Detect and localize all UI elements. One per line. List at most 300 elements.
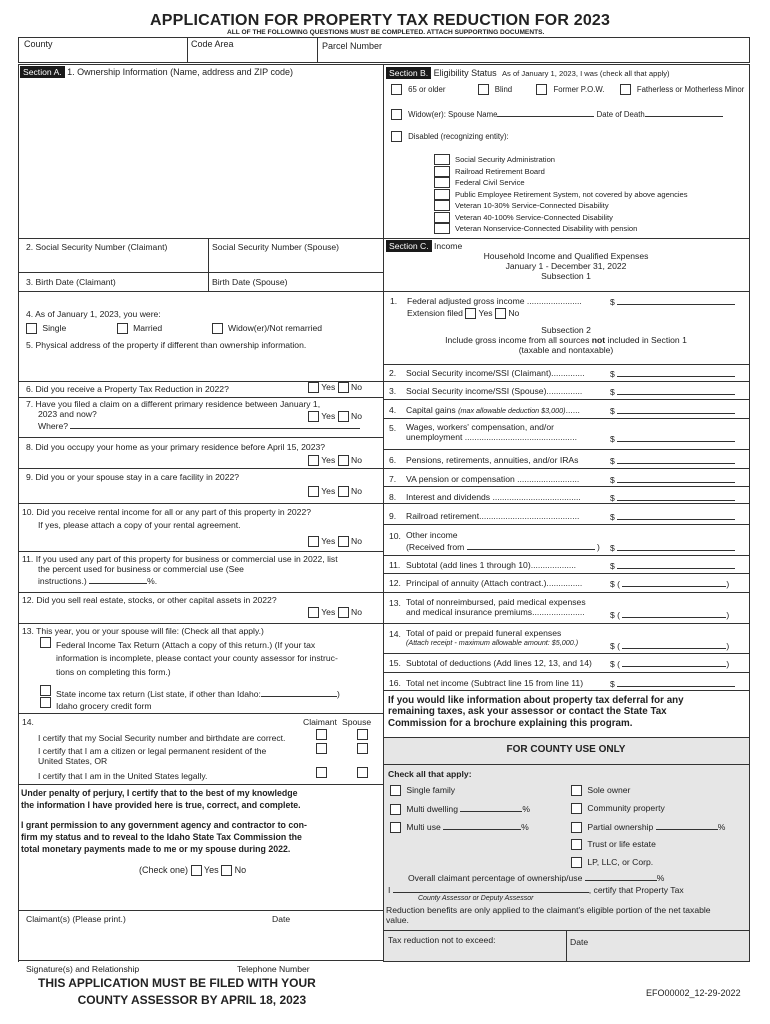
telephone-label: Telephone Number	[237, 964, 310, 974]
permission-line-1: I grant permission to any government agency and contractor to con-	[21, 820, 307, 830]
permission-line-2: firm my status and to reveal to the Idaho State Tax Commission the	[21, 832, 302, 843]
q10-label	[22, 508, 311, 531]
line-10-num: 10.	[389, 531, 401, 541]
entity-veteran-10-30: Veteran 10-30% Service-Connected Disability	[455, 201, 609, 211]
permission-no-checkbox[interactable]	[221, 865, 232, 876]
blind-checkbox[interactable]	[478, 84, 489, 95]
birth-date-claimant-field[interactable]: 3. Birth Date (Claimant)	[26, 277, 116, 287]
parcel-number-field[interactable]: Parcel Number	[322, 41, 383, 51]
q6-yes-label: Yes	[321, 382, 336, 392]
line-5-amount[interactable]	[610, 433, 735, 444]
form-subtitle: ALL OF THE FOLLOWING QUESTIONS MUST BE COMPLETED. ATTACH SUPPORTING DOCUMENTS.	[227, 29, 545, 36]
pct-sign: %	[522, 804, 531, 814]
pow-label: Former P.O.W.	[553, 84, 605, 94]
q7-answer	[308, 411, 362, 422]
perjury-line-2: the information I have provided here is true, correct, and complete.	[21, 800, 301, 811]
deferral-line-3: Commission for a brochure explaining this program.	[388, 717, 633, 729]
line-13-text: Total of nonreimbursed, paid medical expenses	[406, 597, 586, 607]
section-a-tag: Section A.	[20, 66, 65, 78]
overall-percentage-label: Overall claimant percentage of ownership/use	[408, 873, 583, 883]
signature-label: Signature(s) and Relationship	[26, 964, 140, 974]
entity-ssa: Social Security Administration	[455, 155, 556, 165]
q11-line-1: 11. If you used any part of this property for business or commercial use in 2022, list	[22, 554, 338, 564]
line-11-num: 11.	[389, 560, 401, 570]
check-all-label: Check all that apply:	[388, 769, 472, 779]
line-10-text-2: (Received from	[406, 541, 465, 552]
line-9-amount[interactable]	[610, 511, 735, 522]
trust-checkbox[interactable]	[571, 839, 582, 850]
sole-owner-checkbox[interactable]	[571, 785, 582, 796]
q10-answer	[308, 536, 362, 547]
line-14-text: Total of paid or prepaid funeral expenses	[406, 628, 562, 638]
q8-yes-checkbox[interactable]	[308, 455, 319, 466]
q9-no-checkbox[interactable]	[338, 486, 349, 497]
dollar-sign: $	[610, 387, 615, 397]
q8-no-label: No	[351, 455, 363, 465]
form-title: APPLICATION FOR PROPERTY TAX REDUCTION FOR 2023	[150, 12, 611, 29]
extension-filed-label: Extension filed	[407, 308, 463, 318]
entity-checkbox[interactable]	[434, 154, 450, 165]
q14-line-3: I certify that I am in the United States legally.	[38, 771, 208, 781]
q6-label: 6. Did you receive a Property Tax Reduction in 2022?	[26, 384, 229, 394]
extension-yes-checkbox[interactable]	[465, 308, 476, 319]
q5-label: 5. Physical address of the property if different than ownership information.	[26, 340, 307, 350]
entity-checkbox[interactable]	[434, 189, 450, 200]
line-4-label	[406, 405, 580, 415]
line-3-label: Social Security income/SSI (Spouse)...............	[406, 386, 583, 396]
q7-yes-label: Yes	[321, 411, 336, 421]
line-13-label	[406, 598, 586, 618]
single-label: Single	[42, 323, 67, 333]
q13-state-paren: )	[336, 689, 340, 699]
llc-label: LP, LLC, or Corp.	[587, 857, 654, 867]
q14-l1-claimant-checkbox[interactable]	[316, 729, 327, 740]
line-4-note: (max allowable deduction $3,000)	[458, 406, 566, 415]
perjury-line-1: Under penalty of perjury, I certify that to the best of my knowledge	[21, 788, 298, 798]
line-4-num: 4.	[389, 405, 397, 415]
entity-railroad: Railroad Retirement Board	[455, 166, 545, 176]
ownership-info-label: 1. Ownership Information (Name, address and ZIP code)	[67, 67, 294, 77]
line-7-num: 7.	[389, 474, 397, 484]
code-area-field[interactable]: Code Area	[191, 39, 234, 49]
subsection-2-title: Subsection 2	[541, 325, 591, 335]
disability-entities	[434, 154, 688, 235]
permission-yes-label: Yes	[203, 865, 219, 875]
permission-yes-checkbox[interactable]	[191, 865, 202, 876]
birth-date-spouse-field[interactable]: Birth Date (Spouse)	[212, 277, 288, 287]
income-heading	[383, 252, 749, 282]
entity-veteran-pension: Veteran Nonservice-Connected Disability with pension	[455, 224, 638, 234]
sole-owner-option	[571, 785, 630, 796]
section-c-header	[386, 240, 462, 252]
q9-yes-label: Yes	[321, 486, 336, 496]
filing-notice	[38, 975, 316, 1010]
entity-checkbox[interactable]	[434, 166, 450, 177]
overall-percentage-input[interactable]	[585, 872, 657, 881]
married-checkbox[interactable]	[117, 323, 128, 334]
partial-ownership-checkbox[interactable]	[571, 822, 582, 833]
line-15-amount[interactable]: $ ( )	[610, 659, 730, 669]
entity-row	[434, 189, 688, 201]
q14-line-2b: United States, OR	[38, 755, 108, 766]
blind-label: Blind	[494, 84, 513, 94]
dollar-sign: $	[610, 475, 615, 485]
multi-use-checkbox[interactable]	[390, 822, 401, 833]
community-property-checkbox[interactable]	[571, 803, 582, 814]
line-10-label: Other income (Received from )	[406, 530, 600, 552]
age-65-checkbox[interactable]	[391, 84, 402, 95]
line-13-text-2: and medical insurance premiums......................	[406, 606, 585, 617]
entity-civil-service: Federal Civil Service	[455, 178, 525, 188]
q10-no-checkbox[interactable]	[338, 536, 349, 547]
line-14-text-2: (Attach receipt - maximum allowable amount: $5,000.)	[406, 637, 579, 647]
line-7-label: VA pension or compensation ..........................	[406, 474, 580, 484]
q10-no-label: No	[351, 536, 363, 546]
line-11-label: Subtotal (add lines 1 through 10)...................	[406, 560, 577, 570]
section-c-tag: Section C.	[386, 240, 432, 252]
disabled-checkbox[interactable]	[391, 131, 402, 142]
pow-checkbox[interactable]	[536, 84, 547, 95]
dollar-sign: $	[610, 406, 615, 416]
q11-percent-input[interactable]	[89, 575, 147, 584]
q7-no-label: No	[351, 411, 363, 421]
line-6-label: Pensions, retirements, annuities, and/or IRAs	[406, 455, 579, 465]
line-14-amount[interactable]: $ ( )	[610, 641, 730, 651]
pct-sign: %	[717, 822, 726, 832]
line-1-amount[interactable]	[610, 296, 735, 307]
line-4-amount[interactable]	[610, 405, 735, 416]
deferral-line-1: If you would like information about property tax deferral for any	[388, 695, 684, 706]
deferral-notice	[388, 695, 684, 729]
date-of-death-input[interactable]	[645, 108, 723, 117]
permission-line-3: total monetary payments made to me or my spouse during 2022.	[21, 844, 291, 855]
fatherless-label: Fatherless or Motherless Minor	[636, 84, 745, 94]
multi-use-label: Multi use	[406, 822, 441, 832]
community-property-label: Community property	[587, 803, 665, 813]
line-12-num: 12.	[389, 578, 401, 588]
perjury-statement	[21, 788, 301, 810]
assessor-name-input[interactable]	[393, 884, 589, 893]
q13-grocery-label: Idaho grocery credit form	[56, 701, 152, 711]
subsection-2-note: (taxable and nontaxable)	[518, 344, 614, 355]
line-5-label	[406, 423, 577, 443]
line-14-num: 14.	[389, 629, 401, 639]
dollar-sign: $	[610, 641, 615, 651]
widow-label: Widow(er)/Not remarried	[227, 323, 323, 333]
community-property-option	[571, 803, 665, 814]
q14-l2-spouse-checkbox[interactable]	[357, 743, 368, 754]
line-1-num: 1.	[390, 296, 398, 306]
benefits-note	[386, 906, 711, 926]
entity-pers: Public Employee Retirement System, not covered by above agencies	[455, 189, 688, 199]
certify-label: , certify that Property Tax	[588, 885, 684, 895]
q10-yes-label: Yes	[321, 536, 336, 546]
dollar-sign: $	[610, 610, 615, 620]
tax-reduction-field[interactable]: Tax reduction not to exceed:	[388, 935, 496, 945]
line-16-amount[interactable]	[610, 678, 735, 689]
county-use-title: FOR COUNTY USE ONLY	[506, 744, 626, 755]
llc-checkbox[interactable]	[571, 857, 582, 868]
line-9-num: 9.	[389, 511, 397, 521]
q9-yes-checkbox[interactable]	[308, 486, 319, 497]
sub2-not: not	[591, 334, 606, 345]
entity-checkbox[interactable]	[434, 223, 450, 234]
line-3-num: 3.	[389, 386, 397, 396]
line-2-amount[interactable]	[610, 368, 735, 379]
sub2-post: included in Section 1	[605, 334, 687, 345]
entity-row	[434, 200, 688, 212]
entity-row	[434, 177, 688, 189]
spouse-name-input[interactable]	[497, 108, 594, 117]
q11-line-2: the percent used for business or commercial use (See	[38, 563, 244, 574]
q11-percent-sign: %.	[147, 575, 158, 586]
claimant-date-label: Date	[272, 914, 291, 924]
filing-notice-line-2: COUNTY ASSESSOR BY APRIL 18, 2023	[77, 993, 307, 1008]
multi-dwelling-label: Multi dwelling	[406, 804, 458, 814]
line-9-label: Railroad retirement..........................................	[406, 511, 580, 521]
line-16-label: Total net income (Subtract line 15 from line 11)	[406, 678, 584, 688]
dollar-sign: $	[610, 434, 615, 444]
q13-state-input[interactable]	[261, 688, 337, 697]
overall-percentage	[408, 872, 664, 883]
eligibility-status-label: Eligibility Status	[433, 68, 497, 78]
entity-row	[434, 212, 688, 224]
trust-label: Trust or life estate	[587, 839, 656, 849]
section-b-tag: Section B.	[386, 67, 431, 79]
entity-veteran-40-100: Veteran 40-100% Service-Connected Disability	[455, 212, 613, 222]
line-15-label: Subtotal of deductions (Add lines 12, 13, and 14)	[406, 658, 592, 668]
section-b-header	[386, 67, 670, 79]
dollar-sign: $	[610, 369, 615, 379]
q13-federal-line-1: Federal Income Tax Return (Attach a copy of this return.) (If your tax	[56, 640, 316, 650]
form-code: EFO00002_12-29-2022	[646, 988, 741, 998]
q14-l3-claimant-checkbox[interactable]	[316, 767, 327, 778]
q6-no-label: No	[351, 382, 363, 392]
fatherless-checkbox[interactable]	[620, 84, 631, 95]
state-return-checkbox[interactable]	[40, 685, 51, 696]
q12-label: 12. Did you sell real estate, stocks, or other capital assets in 2022?	[22, 595, 277, 605]
q13-federal	[56, 639, 338, 679]
q8-no-checkbox[interactable]	[338, 455, 349, 466]
dollar-sign: $	[610, 493, 615, 503]
dollar-sign: $	[610, 679, 615, 689]
q4-options	[26, 323, 322, 334]
line-5-text-2: unemployment ...............................................	[406, 431, 577, 442]
dollar-sign: $	[610, 456, 615, 466]
q10-line-2: If yes, please attach a copy of your rental agreement.	[38, 519, 241, 530]
q12-answer	[308, 607, 362, 618]
permission-statement	[21, 820, 307, 854]
income-label: Income	[434, 241, 463, 251]
q9-label: 9. Did you or your spouse stay in a care facility in 2022?	[26, 472, 240, 482]
permission-choice	[139, 865, 246, 876]
line-4-text: Capital gains	[406, 405, 456, 415]
assessor-caption: County Assessor or Deputy Assessor	[418, 895, 534, 902]
multi-dwelling-checkbox[interactable]	[390, 804, 401, 815]
benefits-line-1: Reduction benefits are only applied to the claimant's eligible portion of the net taxable	[386, 905, 711, 915]
entity-checkbox[interactable]	[434, 177, 450, 188]
single-family-checkbox[interactable]	[390, 785, 401, 796]
widow-row	[391, 108, 723, 120]
q9-answer	[308, 486, 362, 497]
married-label: Married	[133, 323, 163, 333]
q14-line-2a: I certify that I am a citizen or legal permanent resident of the	[38, 746, 267, 756]
q11-label	[22, 555, 338, 587]
q13-federal-line-2: information is incomplete, please contact your county assessor for instruc-	[56, 653, 338, 664]
widow-status-checkbox[interactable]	[391, 109, 402, 120]
subsection-2-heading	[383, 326, 749, 356]
eligibility-options	[391, 84, 744, 95]
trust-option	[571, 839, 656, 850]
line-6-num: 6.	[389, 455, 397, 465]
q8-yes-label: Yes	[321, 455, 336, 465]
ssn-spouse-field[interactable]: Social Security Number (Spouse)	[212, 242, 340, 252]
q4-label: 4. As of January 1, 2023, you were:	[26, 309, 161, 319]
county-field[interactable]: County	[24, 39, 53, 49]
dollar-sign: $	[610, 579, 615, 589]
disabled-label: Disabled (recognizing entity):	[408, 131, 509, 141]
q13-federal-line-3: tions on completing this form.)	[56, 666, 171, 677]
line-10-source-input[interactable]	[467, 541, 595, 550]
eligibility-as-of: As of January 1, 2023, I was (check all that apply)	[501, 69, 670, 78]
dollar-sign: $	[610, 512, 615, 522]
q14-l1-spouse-checkbox[interactable]	[357, 729, 368, 740]
extension-no-label: No	[508, 308, 520, 318]
filing-notice-line-1: THIS APPLICATION MUST BE FILED WITH YOUR	[38, 976, 316, 990]
entity-row	[434, 154, 688, 166]
income-period: January 1 - December 31, 2022	[505, 260, 627, 271]
q12-no-label: No	[351, 607, 363, 617]
pct-sign: %	[521, 822, 529, 832]
q7-line-2: 2023 and now?	[38, 408, 97, 419]
q6-answer	[308, 382, 362, 393]
single-checkbox[interactable]	[26, 323, 37, 334]
certify-i: I	[388, 885, 391, 895]
extension-filed	[407, 308, 519, 319]
line-6-amount[interactable]	[610, 455, 735, 466]
multi-use-option	[390, 821, 529, 833]
q14-l3-spouse-checkbox[interactable]	[357, 767, 368, 778]
q12-no-checkbox[interactable]	[338, 607, 349, 618]
q8-label: 8. Did you occupy your home as your primary residence before April 15, 2023?	[26, 442, 326, 452]
q14-label: 14.	[22, 717, 34, 727]
q10-yes-checkbox[interactable]	[308, 536, 319, 547]
widow-checkbox[interactable]	[212, 323, 223, 334]
line-13-amount[interactable]: $ ( )	[610, 610, 730, 620]
check-one-label: (Check one)	[139, 865, 189, 875]
q12-yes-checkbox[interactable]	[308, 607, 319, 618]
fed-return-checkbox[interactable]	[40, 637, 51, 648]
partial-ownership-input[interactable]	[656, 821, 718, 830]
line-14-label	[406, 629, 578, 647]
line-13-num: 13.	[389, 598, 401, 608]
q7-line-1: 7. Have you filed a claim on a different primary residence between January 1,	[26, 399, 321, 409]
line-10-amount[interactable]	[610, 542, 735, 553]
permission-no-label: No	[234, 865, 247, 875]
line-5-text: Wages, workers' compensation, and/or	[406, 422, 554, 432]
line-8-num: 8.	[389, 492, 397, 502]
q13-state	[56, 688, 340, 699]
assessor-certify	[388, 884, 684, 895]
single-family-label: Single family	[406, 785, 456, 795]
q6-yes-checkbox[interactable]	[308, 382, 319, 393]
pct-sign: %	[656, 873, 665, 883]
q9-no-label: No	[351, 486, 363, 496]
multi-use-input[interactable]	[443, 821, 521, 830]
line-2-num: 2.	[389, 368, 397, 378]
age-65-label: 65 or older	[408, 84, 446, 94]
q14-line-1: I certify that my Social Security number and birthdate are correct.	[38, 733, 286, 743]
deferral-line-2: remaining taxes, ask your assessor or contact the State Tax	[388, 706, 667, 718]
widow-spouse-label: Widow(er): Spouse Name	[408, 110, 498, 119]
entity-checkbox[interactable]	[434, 200, 450, 211]
grocery-credit-checkbox[interactable]	[40, 697, 51, 708]
extension-no-checkbox[interactable]	[495, 308, 506, 319]
q13-state-label: State income tax return (List state, if other than Idaho:	[56, 689, 261, 699]
sub2-pre: Include gross income from all sources	[445, 334, 592, 345]
dollar-sign: $	[610, 659, 615, 669]
line-2-label: Social Security income/SSI (Claimant)..............	[406, 368, 585, 378]
q10-line-1: 10. Did you receive rental income for all or any part of this property in 2022?	[22, 507, 311, 517]
line-12-label: Principal of annuity (Attach contract.)...............	[406, 578, 583, 588]
q14-line-2	[38, 747, 266, 767]
q14-claimant-header: Claimant	[303, 717, 337, 727]
q7-no-checkbox[interactable]	[338, 411, 349, 422]
line-1-label: Federal adjusted gross income .......................	[407, 296, 582, 306]
q11-line-3: instructions.)	[38, 575, 87, 586]
claimant-name-field[interactable]	[26, 914, 126, 924]
q12-yes-label: Yes	[321, 607, 336, 617]
line-8-amount[interactable]	[610, 492, 735, 503]
q8-answer	[308, 455, 362, 466]
dollar-sign: $	[610, 561, 615, 571]
q7-where-label: Where?	[38, 420, 69, 431]
multi-dwelling-option	[390, 803, 530, 815]
partial-ownership-option	[571, 821, 725, 833]
line-7-amount[interactable]	[610, 474, 735, 485]
entity-checkbox[interactable]	[434, 212, 450, 223]
line-16-num: 16.	[389, 678, 401, 688]
claimant-print-label: Claimant(s) (Please print.)	[26, 914, 126, 924]
subsection-1-heading: Subsection 1	[541, 270, 591, 281]
llc-option	[571, 857, 653, 868]
line-8-label: Interest and dividends .....................................	[406, 492, 581, 502]
ssn-claimant-field[interactable]: 2. Social Security Number (Claimant)	[26, 242, 168, 252]
disabled-row	[391, 131, 509, 142]
line-3-amount[interactable]	[610, 386, 735, 397]
q7-yes-checkbox[interactable]	[308, 411, 319, 422]
household-income-heading: Household Income and Qualified Expenses	[483, 251, 649, 261]
county-date-field[interactable]: Date	[570, 937, 589, 947]
partial-ownership-label: Partial ownership	[587, 822, 654, 832]
line-5-num: 5.	[389, 423, 397, 433]
line-4-dots: ......	[565, 405, 580, 415]
q6-no-checkbox[interactable]	[338, 382, 349, 393]
sole-owner-label: Sole owner	[587, 785, 631, 795]
line-10-text: Other income	[406, 530, 458, 540]
single-family-option	[390, 785, 455, 796]
line-11-amount[interactable]	[610, 560, 735, 571]
dollar-sign: $	[610, 543, 615, 553]
q14-spouse-header: Spouse	[342, 717, 372, 727]
q14-l2-claimant-checkbox[interactable]	[316, 743, 327, 754]
line-12-amount[interactable]: $ ( )	[610, 579, 730, 589]
entity-row	[434, 223, 688, 235]
extension-yes-label: Yes	[478, 308, 493, 318]
multi-dwelling-input[interactable]	[460, 803, 522, 812]
date-of-death-label: Date of Death	[596, 110, 645, 119]
line-15-num: 15.	[389, 658, 401, 668]
